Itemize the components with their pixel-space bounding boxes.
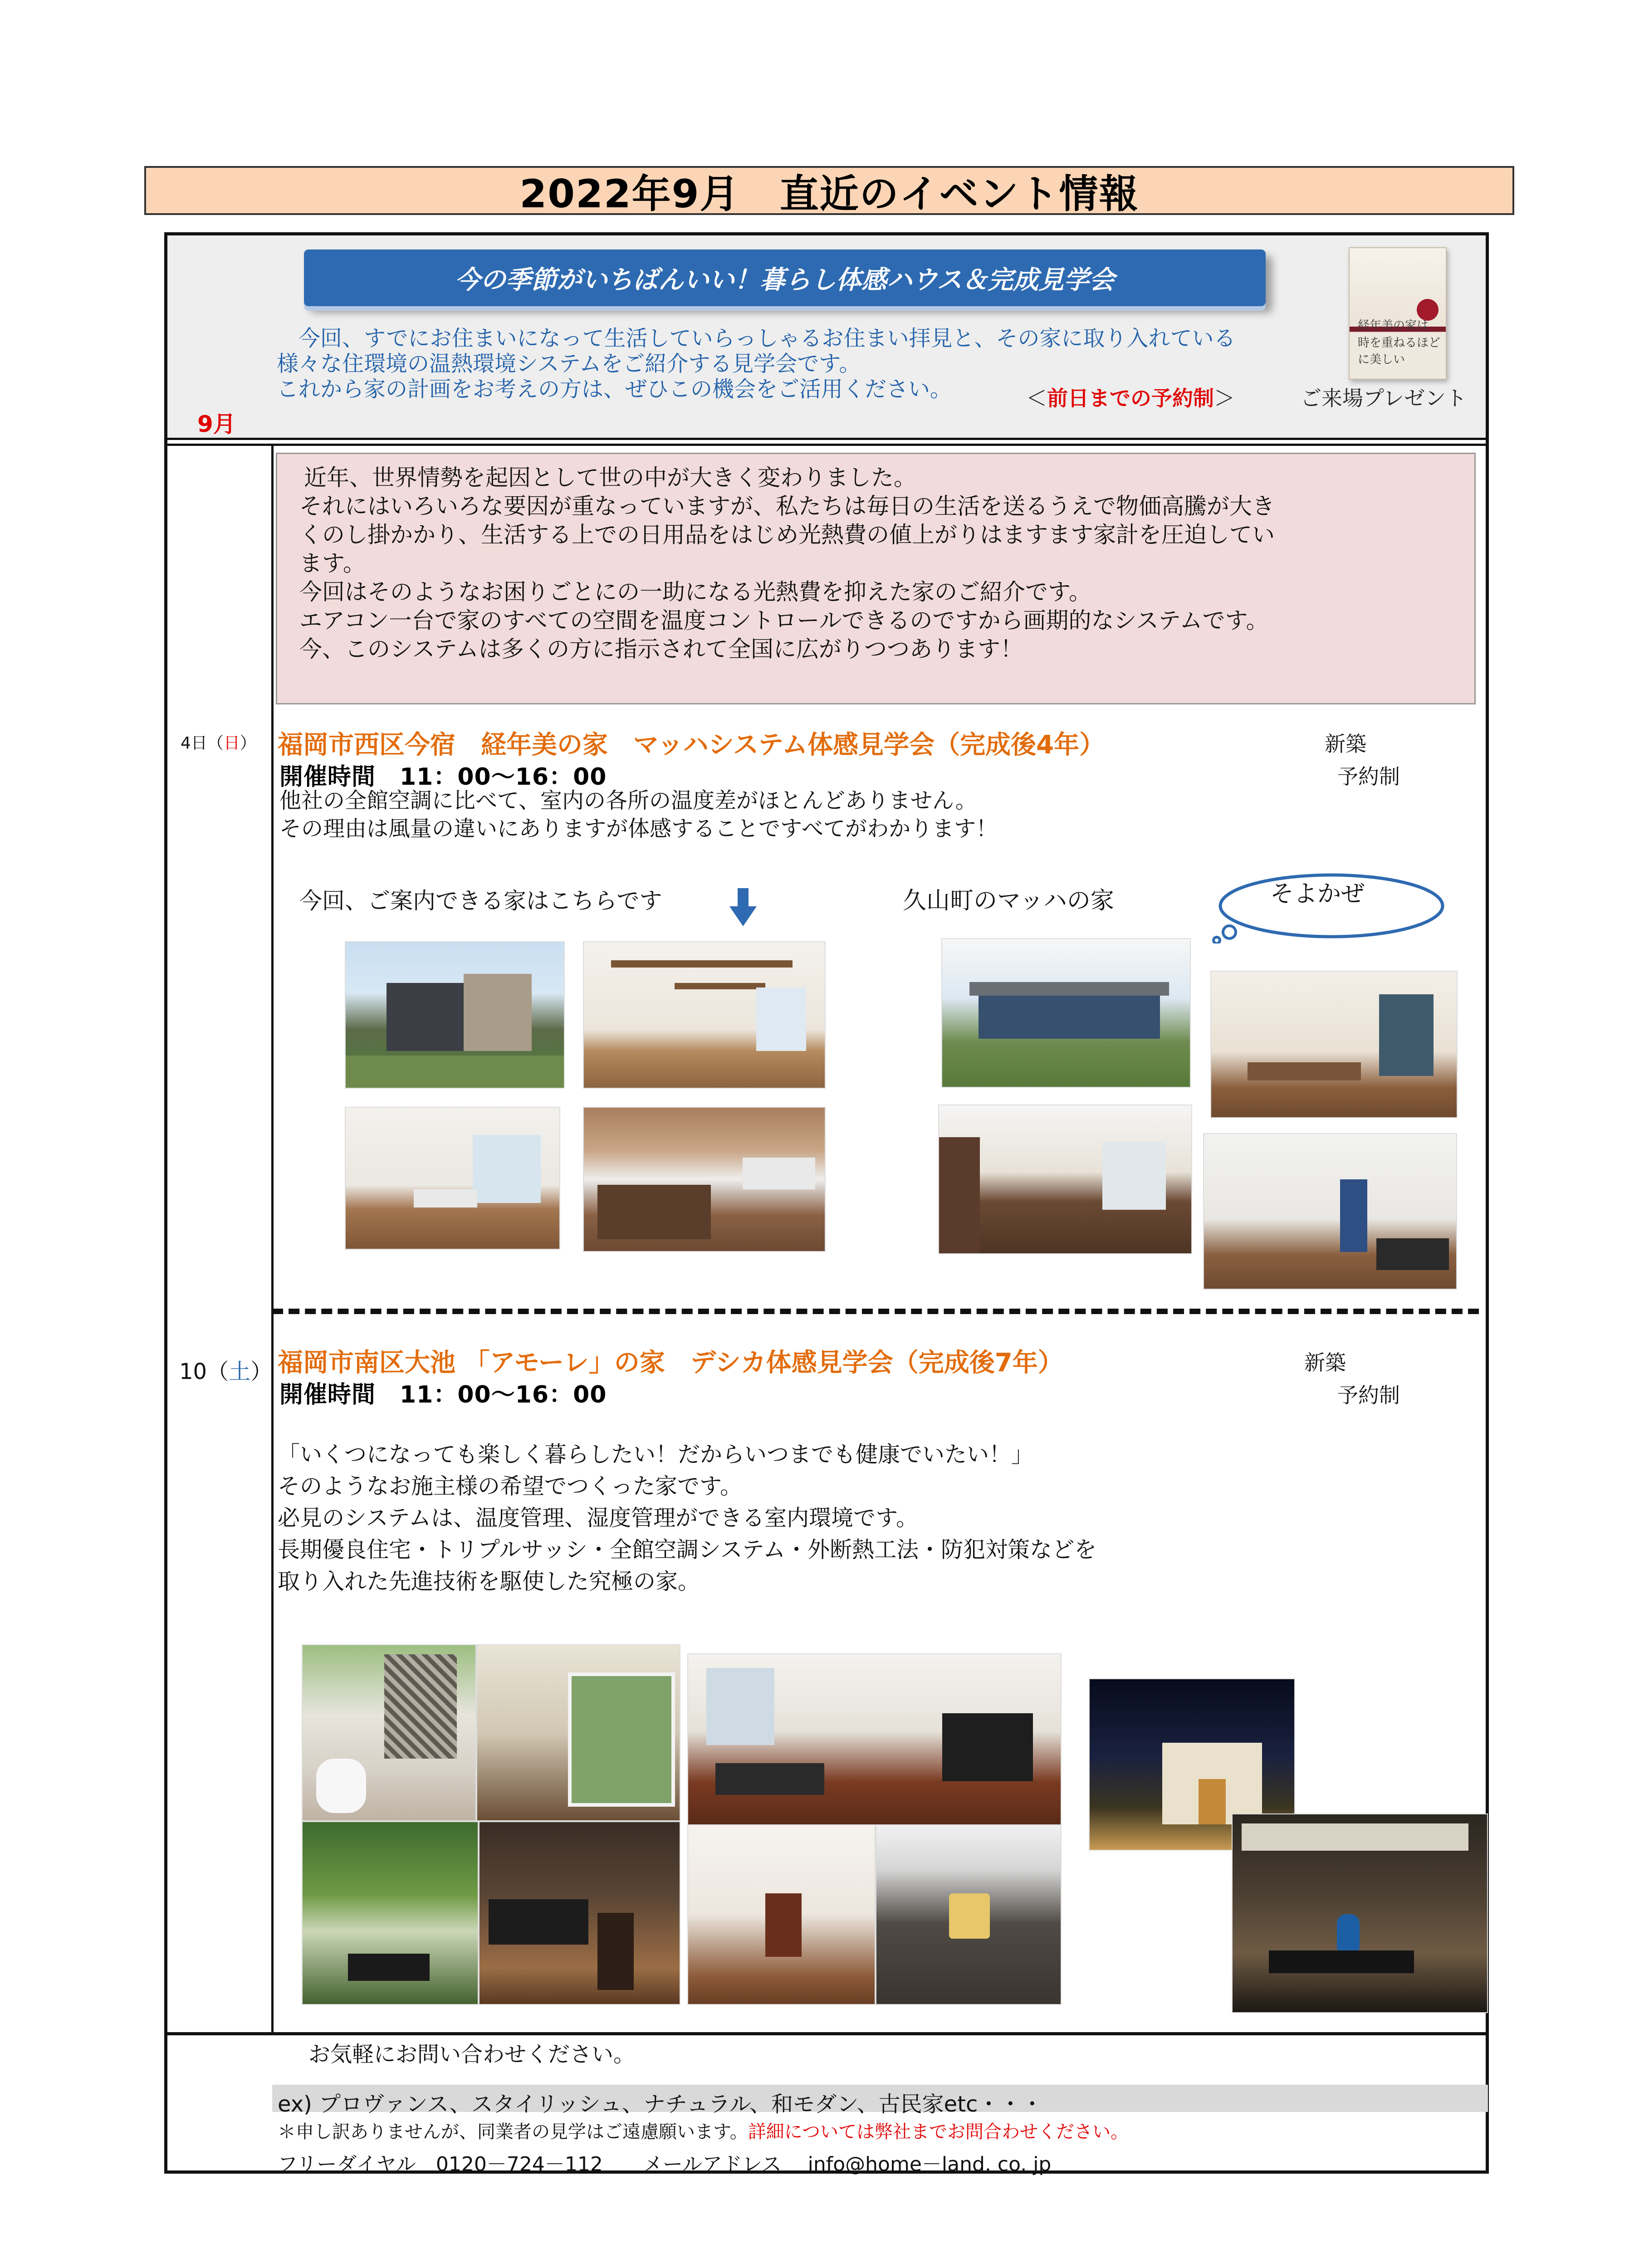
stone-display-photo <box>1232 1813 1488 2013</box>
sunroom-photo <box>476 1644 680 1821</box>
living-room-photo <box>583 941 826 1089</box>
stone-wall-photo <box>876 1824 1062 2005</box>
event2-tag-reservation: 予約制 <box>1337 1383 1400 1408</box>
body-line: 取り入れた先進技術を駆使した究極の家。 <box>278 1569 700 1594</box>
divider-line <box>164 438 1489 440</box>
notice-line: エアコン一台で家のすべての空間を温度コントロールできるのですから画期的なシステムです。 <box>299 607 1269 634</box>
event1-right-caption: 久山町のマッハの家 <box>903 887 1114 914</box>
body-line: その理由は風量の違いにありますが体感することですべてがわかります！ <box>279 816 998 841</box>
intro-line: 様々な住環境の温熱環境システムをご紹介する見学会です。 <box>277 351 861 376</box>
month-label: 9月 <box>197 411 236 437</box>
reservation-bracket: ＞ <box>1214 386 1235 411</box>
mach-house-exterior-photo <box>941 938 1191 1088</box>
event1-date <box>181 730 256 753</box>
reservation-note <box>1026 382 1235 412</box>
page-title: 2022年9月 直近のイベント情報 <box>144 166 1514 215</box>
dining-room-photo <box>1210 971 1458 1118</box>
mach-house-living-photo <box>938 1105 1192 1254</box>
contact-invite: お気軽にお問い合わせください。 <box>308 2042 636 2067</box>
book-subtitle: 時を重ねるほどに美しい <box>1358 336 1441 367</box>
event2-body <box>278 1439 1096 1598</box>
event-separator <box>272 1309 1479 1314</box>
weekday-text: 日 <box>223 734 240 753</box>
house-exterior-photo <box>345 941 565 1089</box>
event2-tag-new: 新築 <box>1304 1350 1346 1375</box>
body-line: 「いくつになっても楽しく暮らしたい！だからいつまでも健康でいたい！」 <box>278 1442 1034 1467</box>
notice-line: 今、このシステムは多くの方に指示されて全国に広がりつつあります！ <box>299 636 1023 662</box>
contact-notice-text: ＊申し訳ありませんが、同業者の見学はご遠慮願います。 <box>278 2121 748 2142</box>
event2-time: 開催時間 11：00～16：00 <box>279 1381 607 1408</box>
body-line: そのようなお施主様の希望でつくった家です。 <box>278 1473 743 1499</box>
divider-line <box>164 2032 1489 2035</box>
event1-tag-reservation: 予約制 <box>1337 764 1400 789</box>
reservation-text: 前日までの予約制 <box>1047 386 1214 411</box>
hallway-photo <box>687 1824 876 2005</box>
contact-section <box>308 2040 635 2068</box>
event1-title: 福岡市西区今宿 経年美の家 マッハシステム体感見学会（完成後4年） <box>278 730 1105 760</box>
intro-line: これから家の計画をお考えの方は、ぜひこの機会をご活用ください。 <box>277 376 952 402</box>
event1-tag-new: 新築 <box>1325 732 1366 756</box>
gift-book-image <box>1349 247 1447 380</box>
notice-text <box>299 464 1275 664</box>
date-text: 10（ <box>179 1359 229 1384</box>
contact-notice <box>278 2117 1129 2143</box>
book-title: 経年美の家は <box>1358 319 1429 332</box>
lounge-photo <box>479 1821 680 2005</box>
date-column-divider <box>271 445 274 2034</box>
notice-line: くのし掛かかり、生活する上での日用品をはじめ光熱費の値上がりはますます家計を圧迫してい <box>299 522 1275 548</box>
event2-date <box>179 1354 272 1385</box>
cloud-label: そよかぜ <box>1270 880 1365 908</box>
divider-line <box>164 444 1489 446</box>
notice-line: ます。 <box>299 550 366 577</box>
notice-line: 今回はそのようなお困りごとにの一助になる光熱費を抑えた家のご紹介です。 <box>299 579 1091 605</box>
event2-title: 福岡市南区大池 「アモーレ」の家 デシカ体感見学会（完成後7年） <box>278 1348 1063 1378</box>
notice-line: それにはいろいろな要因が重なっていますが、私たちは毎日の生活を送るうえで物価高騰が大き <box>299 493 1275 519</box>
date-text: ） <box>250 1359 273 1384</box>
date-text: ） <box>240 734 256 753</box>
mach-house-interior-photo <box>1203 1133 1457 1290</box>
contact-info: フリーダイヤル 0120－724－112 メールアドレス info@home－land. co. jp <box>278 2153 1052 2176</box>
reservation-bracket: ＜ <box>1026 386 1047 411</box>
contact-notice-highlight: 詳細については弊社までお問合わせください。 <box>748 2121 1129 2142</box>
event1-body <box>279 787 998 843</box>
gift-label: ご来場プレゼント <box>1301 386 1467 411</box>
event1-left-caption: 今回、ご案内できる家はこちらです <box>299 888 662 914</box>
living-room-photo <box>345 1107 560 1250</box>
body-line: 長期優良住宅・トリプルサッシ・全館空調システム・外断熱工法・防犯対策などを <box>278 1537 1097 1563</box>
arrow-down-icon <box>729 888 757 926</box>
style-examples: ex) プロヴァンス、スタイリッシュ、ナチュラル、和モダン、古民家etc・・・ <box>278 2092 1043 2117</box>
event1-time: 開催時間 11：00～16：00 <box>279 763 607 791</box>
body-line: 必見のシステムは、温度管理、湿度管理ができる室内環境です。 <box>278 1505 919 1531</box>
living-room-photo <box>687 1653 1062 1826</box>
notice-line: 近年、世界情勢を起因として世の中が大きく変わりました。 <box>304 464 916 491</box>
intro-line: 今回、すでにお住まいになって生活していらっしゃるお住まい拝見と、その家に取り入れている <box>298 326 1236 351</box>
kitchen-photo <box>583 1107 826 1252</box>
bathroom-photo <box>302 1644 476 1821</box>
event-banner: 今の季節がいちばんいい！暮らし体感ハウス＆完成見学会 <box>304 249 1266 306</box>
weekday-text: 土 <box>229 1359 251 1384</box>
date-text: 4日（ <box>181 734 224 753</box>
garden-photo <box>302 1821 479 2005</box>
body-line: 他社の全館空調に比べて、室内の各所の温度差がほとんどありません。 <box>279 788 977 813</box>
